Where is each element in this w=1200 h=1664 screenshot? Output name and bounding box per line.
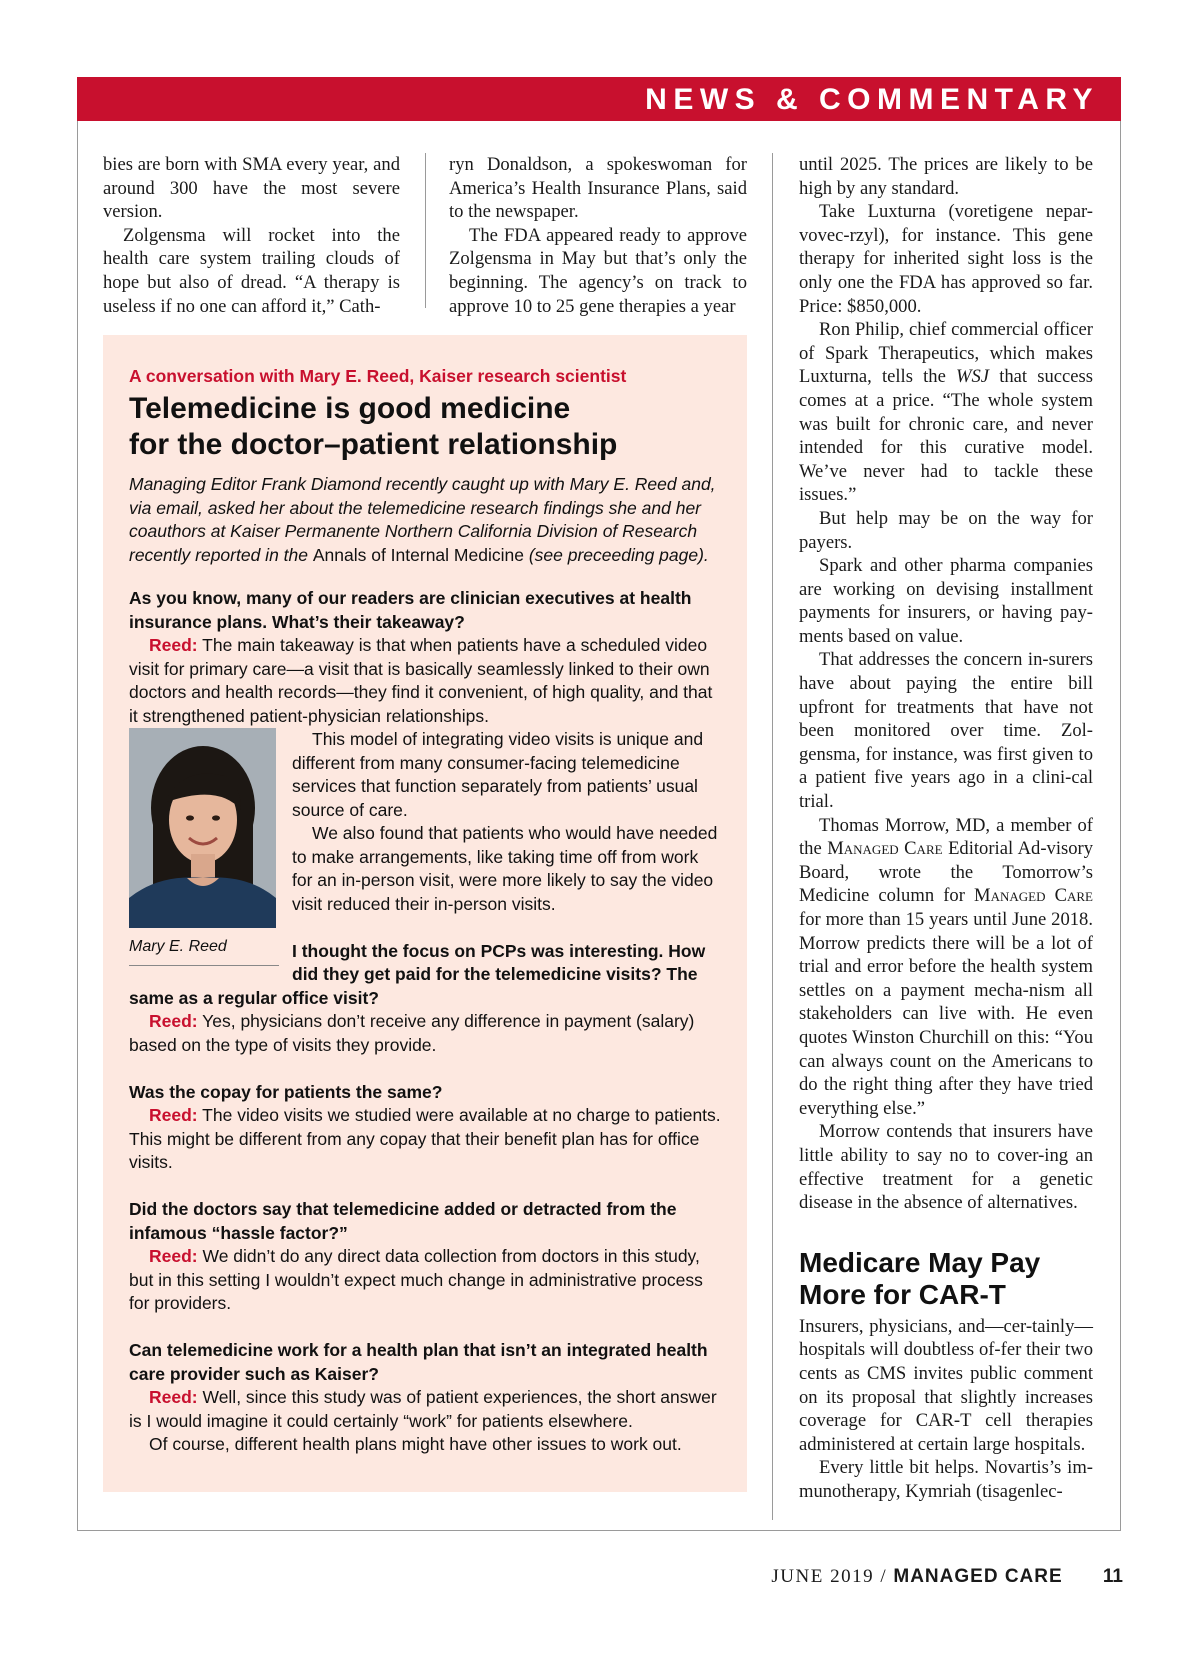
paragraph: Spark and other pharma companies are working on devising installment payments for insurers, or having pay-ments based on value. [799,555,1093,647]
interview-question: I thought the focus on PCPs was interesting. How did they get paid for the telemedicine visits? The same as a regular office visit? [129,940,706,1008]
paragraph: The FDA appeared ready to approve Zolgensma in May but that’s only the beginning. The agency’s on track to approve 10 to 25 gene therapies a year [449,224,747,317]
paragraph: bies are born with SMA every year, and around 300 have the most severe version. [103,154,400,223]
issue-date: JUNE 2019 / [771,1566,888,1587]
column-divider [772,153,773,1520]
interview-sidebar [103,335,747,1492]
sidebar-dek: Managing Editor Frank Diamond recently caught up with Mary E. Reed and, via email, asked her about the telemedicine research findings she and her coauthors at Kaiser Permanente Northern California Division of Research recently reported in the Annals of Internal Medicine (see preceeding page). [129,474,716,565]
publication-name: Managed Care [827,838,943,860]
paragraph: Zolgensma will rocket into the health care system trailing clouds of hope but also of dread. “A therapy is useless if no one can afford it,” Cath- [103,224,400,317]
publication-name: MANAGED CARE [893,1566,1063,1587]
speaker-label: Reed: [149,635,198,655]
interview-answer: Reed: Well, since this study was of patient experiences, the short answer is I would imagine it could certainly “work” for patients elsewhere. Of course, different health plans might have other issues to work out. [129,1387,717,1454]
section-banner: NEWS & COMMENTARY [77,77,1121,121]
paragraph: ryn Donaldson, a spokeswoman for America’s Health Insurance Plans, said to the newspaper. [449,154,747,223]
speaker-label: Reed: [149,1246,198,1266]
portrait-photo [129,728,276,928]
page-number: 11 [1102,1566,1123,1587]
paragraph: Ron Philip, chief commercial officer of Spark Therapeutics, which makes Luxturna, tells the WSJ that success comes at a price. “The whole system was built for chronic care, and never intended for this curative model. We’ve never had to tackle these issues.” [799,319,1093,506]
sidebar-title: Telemedicine is good medicine for the doctor–patient relationship [129,392,618,461]
speaker-label: Reed: [149,1105,198,1125]
paragraph: Every little bit helps. Novartis’s im-munotherapy, Kymriah (tisagenlec- [799,1457,1093,1502]
journal-name: Annals of Internal Medicine [312,544,524,565]
paragraph: Morrow contends that insurers have little ability to say no to cover-ing an effective treatment for a genetic disease in the absence of alternatives. [799,1121,1093,1214]
article-column-2 [449,153,747,318]
interview-question: Can telemedicine work for a health plan that isn’t an integrated health care provider such as Kaiser? [129,1340,708,1384]
publication-name: Managed Care [974,885,1093,907]
interview-question: Did the doctors say that telemedicine added or detracted from the infamous “hassle factor?” [129,1199,677,1243]
paragraph: until 2025. The prices are likely to be high by any standard. [799,154,1093,199]
interview-question: As you know, many of our readers are clinician executives at health insurance plans. What’s their takeaway? [129,588,692,632]
interview-answer: Reed: The main takeaway is that when patients have a scheduled video visit for primary care—a visit that is basically seamlessly linked to their own doctors and health records—they find it convenient, of high quality, and that it strengthened patient-physician relationships. Mary E. Reed This model of integrating video visits is unique and different from many consumer-facing telemedicine services that function separately from patients’ usual source of care. We also found that patients who would have needed to make arrangements, like taking time off from work for an in-person visit, were more likely to say the video visit reduced their in-person visits. [129,634,723,916]
speaker-label: Reed: [149,1387,198,1407]
photo-caption: Mary E. Reed [129,937,279,966]
sidebar-kicker: A conversation with Mary E. Reed, Kaiser research scientist [129,366,627,386]
interview-answer: Reed: The video visits we studied were available at no charge to patients. This might be different from any copay that their benefit plan has for office visits. [129,1105,721,1172]
portrait-figure [129,728,279,966]
paragraph: But help may be on the way for payers. [799,507,1093,553]
speaker-label: Reed: [149,1011,198,1031]
article-column-1 [103,153,400,318]
interview-answer: Reed: Yes, physicians don’t receive any difference in payment (salary) based on the type of visits they provide. [129,1011,695,1055]
paragraph: Thomas Morrow, MD, a member of the Managed Care Editorial Ad-visory Board, wrote the Tomorrow’s Medicine column for Managed Care for more than 15 years until June 2018. Morrow predicts there will be a lot of trial and error before the health system settles on a payment mecha-nism all stakeholders can live with. He even quotes Winston Churchill on this: “You can always count on the Americans to do the right thing after they have tried everything else.” [799,814,1094,1119]
article-column-3 [799,153,1093,1503]
paragraph: Take Luxturna (voretigene nepar-vovec-rzyl), for instance. This gene therapy for inherited sight loss is the only one the FDA has approved so far. Price: $850,000. [799,201,1093,317]
interview-answer: Reed: We didn’t do any direct data collection from doctors in this study, but in this setting I wouldn’t expect much change in administrative process for providers. [129,1246,703,1313]
interview-question: Was the copay for patients the same? [129,1081,443,1102]
publication-name: WSJ [955,366,990,388]
column-divider [425,153,426,308]
paragraph: That addresses the concern in-surers have about paying the entire bill upfront for treatments that have not been monitored over time. Zol-gensma, for instance, was first given to a patient five years ago in a clini-cal trial. [799,649,1093,813]
paragraph: Insurers, physicians, and—cer-tainly—hospitals will doubtless of-fer their two cents as CMS invites public comment on its proposal that slightly increases coverage for CAR-T cell therapies administered at certain large hospitals. [799,1315,1093,1455]
subhead: Medicare May Pay More for CAR-T [799,1246,1041,1310]
page-footer [0,1564,1123,1590]
